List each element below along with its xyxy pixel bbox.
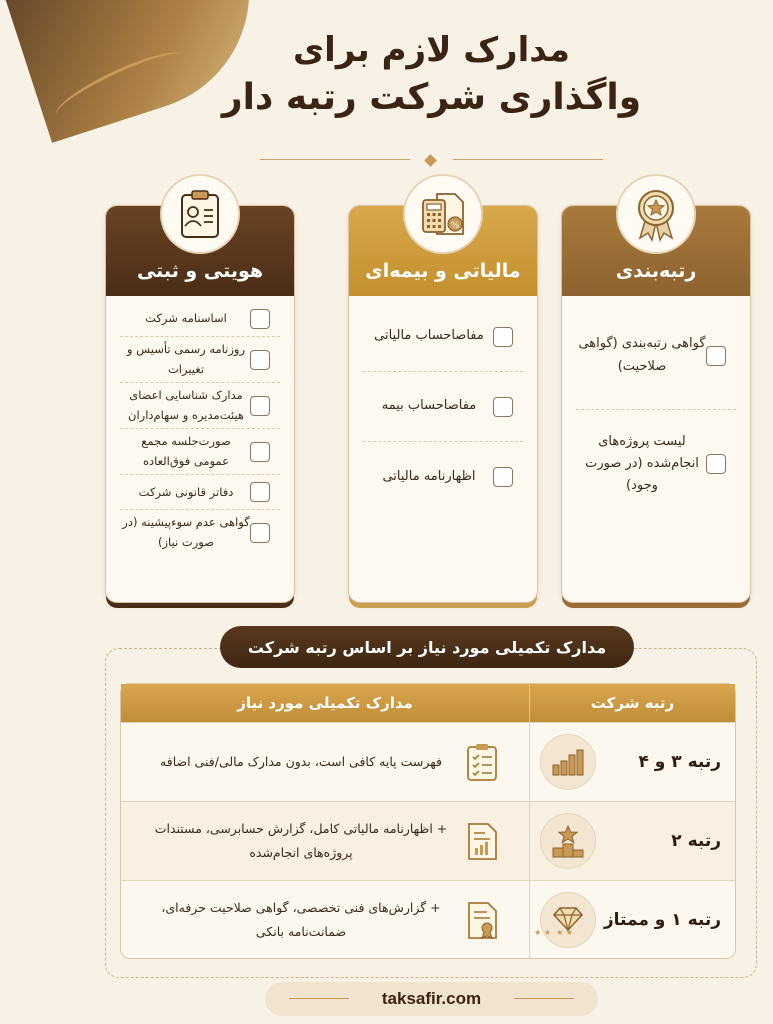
checkbox[interactable] [493,327,513,347]
requirements-table [120,683,736,959]
rank-label: رتبه ۱ و ممتاز [603,910,721,930]
checklist-item: روزنامه رسمی تأسیس و تغییرات [120,337,280,383]
diamond-stars-icon [534,892,596,948]
table-row [121,801,735,880]
podium-star-icon [540,813,596,869]
checkbox[interactable] [493,467,513,487]
checklist-item: مفاصاحساب بیمه [363,372,523,442]
checklist-icon [463,742,499,782]
rank-label: رتبه ۲ [671,831,721,851]
checkbox[interactable] [706,346,726,366]
card-ranking-title: رتبه‌بندی [562,206,750,296]
checklist-item: لیست پروژه‌های انجام‌شده (در صورت وجود) [576,410,736,518]
checklist-item: گواهی عدم سوءپیشینه (در صورت نیاز) [120,510,280,555]
page-title-line2: واگذاری شرکت رتبه دار [221,76,642,118]
clipboard-id-icon [160,174,240,254]
checklist-item: مفاصاحساب مالیاتی [363,302,523,372]
award-badge-icon [616,174,696,254]
section-title: مدارک تکمیلی مورد نیاز بر اساس رتبه شرکت [220,626,634,668]
checkbox[interactable] [250,396,270,416]
table-row [121,722,735,801]
page-title-line1: مدارک لازم برای [293,30,570,70]
svg-text:%: % [450,221,460,231]
footer-website[interactable] [265,982,598,1016]
checkbox[interactable] [706,454,726,474]
checkbox[interactable] [493,397,513,417]
table-row [121,880,735,959]
checklist-item: دفاتر قانونی شرکت [120,475,280,510]
checkbox[interactable] [250,442,270,462]
card-identity-title: هویتی و ثبتی [106,206,294,296]
checklist-item: صورت‌جلسه مجمع عمومی فوق‌العاده [120,429,280,475]
header-docs: مدارک تکمیلی مورد نیاز [237,694,413,712]
checklist-item: اساسنامه شرکت [120,302,280,337]
checkbox[interactable] [250,482,270,502]
docs-text: فهرست پایه کافی است، بدون مدارک مالی/فنی اضافه [160,754,442,770]
svg-text:★ ★: ★ ★ [556,928,573,937]
checklist-item: گواهی رتبه‌بندی (گواهی صلاحیت) [576,302,736,410]
docs-text: + گزارش‌های فنی تخصصی، گواهی صلاحیت حرفه‌ای، ضمانت‌نامه بانکی [161,900,441,939]
title-divider [260,156,603,164]
website-url[interactable]: taksafir.com [381,989,482,1008]
svg-text:★ ★: ★ ★ [534,928,551,937]
report-chart-icon [463,821,499,861]
docs-text: + اظهارنامه مالیاتی کامل، گزارش حسابرسی، مستندات پروژه‌های انجام‌شده [154,821,448,860]
checkbox[interactable] [250,309,270,329]
table-header [121,684,735,722]
checkbox[interactable] [250,523,270,543]
page-title [90,28,773,122]
checkbox[interactable] [250,350,270,370]
card-tax-title: مالیاتی و بیمه‌ای [349,206,537,296]
header-rank: رتبه شرکت [529,684,735,722]
certificate-icon [463,900,499,940]
bar-chart-icon [540,734,596,790]
checklist-item: اظهارنامه مالیاتی [363,442,523,512]
card-ranking [561,205,751,603]
checklist-item: مدارک شناسایی اعضای هیئت‌مدیره و سهام‌داران [120,383,280,429]
card-identity-registration [105,205,295,603]
rank-label: رتبه ۳ و ۴ [638,752,721,772]
calculator-document-icon [403,174,483,254]
card-tax-insurance [348,205,538,603]
